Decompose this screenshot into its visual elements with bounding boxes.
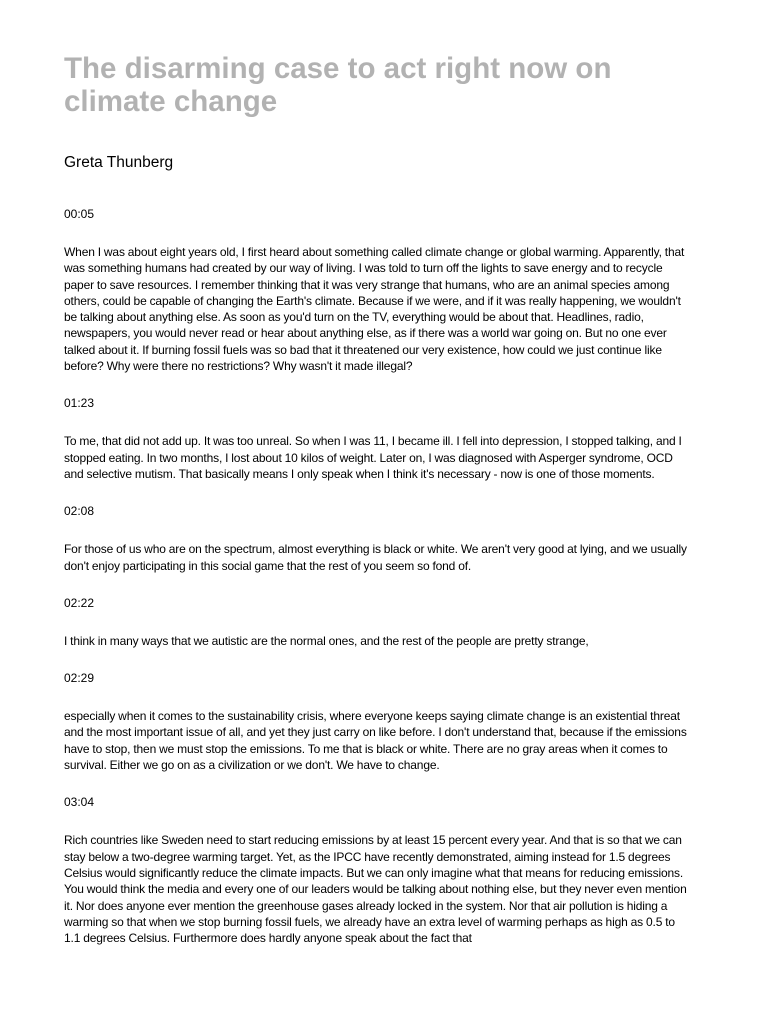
transcript-paragraph: I think in many ways that we autistic are the normal ones, and the rest of the people are pretty strange, <box>64 633 589 648</box>
timestamp: 00:05 <box>64 207 95 221</box>
transcript-paragraph: To me, that did not add up. It was too unreal. So when I was 11, I became ill. I fell into depression, I stopped talking, and I stopped eating. In two months, I lost about 10 kilos of weight. Later on, I was diagnosed with Asperger syndrome, OCD and selective mutism. That basically means I only speak when I think it's necessary - now is one of those moments. <box>64 434 682 481</box>
transcript-paragraph: For those of us who are on the spectrum, almost everything is black or white. We aren't very good at lying, and we usually don't enjoy participating in this social game that the rest of you seem so fond of. <box>64 542 687 573</box>
timestamp: 03:04 <box>64 795 95 810</box>
transcript-paragraph: Rich countries like Sweden need to start reducing emissions by at least 15 percent every year. And that is so that we can stay below a two-degree warming target. Yet, as the IPCC have recently demonstrated, aiming instead for 1.5 degrees Celsius would significantly reduce the climate impacts. But we can only imagine what that means for reducing emissions. You would think the media and every one of our leaders would be talking about nothing else, but they never even mention it. Nor does anyone ever mention the greenhouse gases already locked in the system. Nor that air pollution is hiding a warming so that when we stop burning fossil fuels, we already have an extra level of warming perhaps as high as 0.5 to 1.1 degrees Celsius. Furthermore does hardly anyone speak about the fact that <box>64 833 687 946</box>
document-page <box>64 52 694 967</box>
timestamp: 01:23 <box>64 396 95 411</box>
timestamp: 02:29 <box>64 671 95 686</box>
transcript-paragraph: especially when it comes to the sustainability crisis, where everyone keeps saying climate change is an existential threat and the most important issue of all, and yet they just carry on like before. I don't understand that, because if the emissions have to stop, then we must stop the emissions. To me that is black or white. There are no gray areas when it comes to survival. Either we go on as a civilization or we don't. We have to change. <box>64 709 687 773</box>
speaker-name: Greta Thunberg <box>64 154 174 171</box>
timestamp: 02:08 <box>64 504 95 519</box>
document-title: The disarming case to act right now on climate change <box>64 52 612 118</box>
timestamp: 02:22 <box>64 595 95 610</box>
transcript-paragraph: When I was about eight years old, I first heard about something called climate change or global warming. Apparently, that was something humans had created by our way of living. I was told to turn off the lights to save energy and to recycle paper to save resources. I remember thinking that it was very strange that humans, who are an animal species among others, could be capable of changing the Earth's climate. Because if we were, and if it was really happening, we wouldn't be talking about anything else. As soon as you'd turn on the TV, everything would be about that. Headlines, radio, newspapers, you would never read or hear about anything else, as if there was a world war going on. But no one ever talked about it. If burning fossil fuels was so bad that it threatened our very existence, how could we just continue like before? Why were there no restrictions? Why wasn't it made illegal? <box>64 245 685 374</box>
